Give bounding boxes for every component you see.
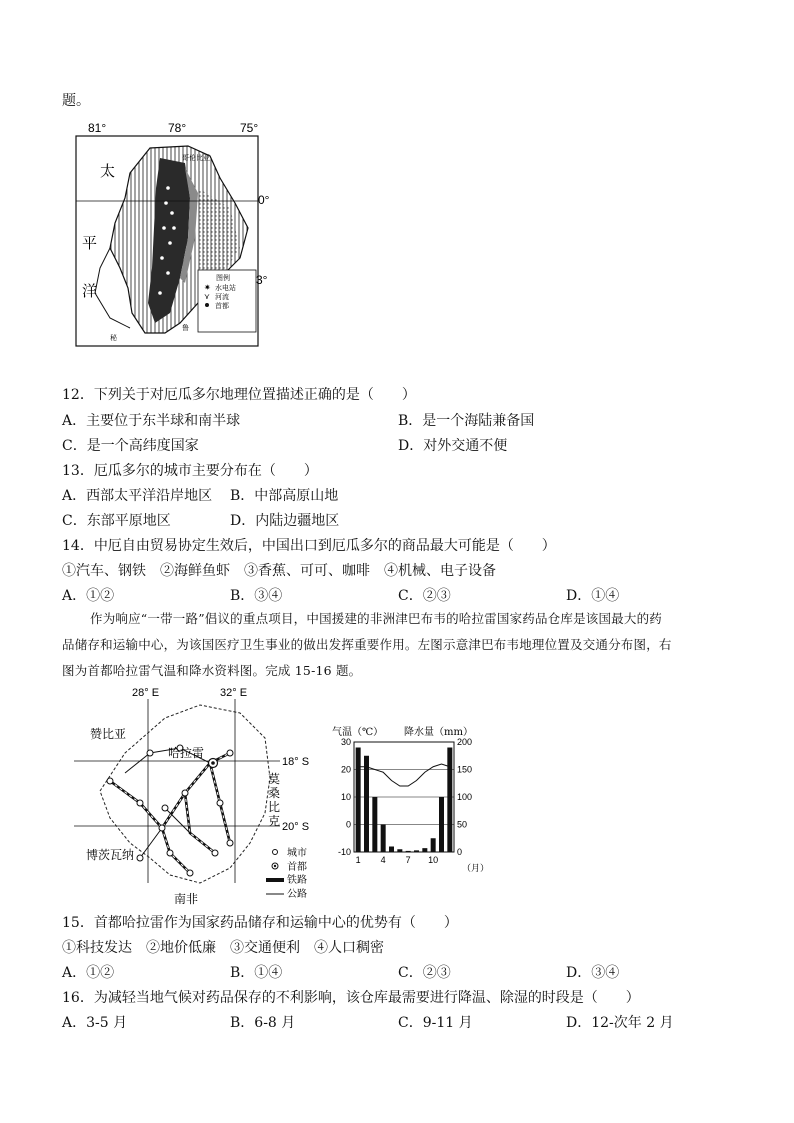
q15-option-a[interactable]: A．①②: [62, 965, 115, 981]
temp-tick-label: 0: [345, 819, 351, 830]
passage-line-3: 图为首都哈拉雷气温和降水资料图。完成 15-16 题。: [62, 663, 362, 678]
q12-option-b[interactable]: B．是一个海陆兼备国: [398, 413, 535, 429]
ocean-char-1: 太: [100, 162, 116, 180]
q16-option-b[interactable]: B．6-8 月: [230, 1015, 296, 1031]
legend-city-2: 城市: [287, 848, 307, 859]
climate-chart: [330, 724, 490, 874]
legend-hydro: 水电站: [215, 284, 236, 292]
fragment-text: 题。: [62, 93, 90, 109]
q14-option-d[interactable]: D．①④: [566, 588, 620, 604]
precip-bar: [381, 825, 386, 853]
legend-capital: 首都: [215, 302, 229, 310]
lat-label-18s: 18° S: [282, 756, 310, 768]
label-botswana: 博茨瓦纳: [86, 848, 135, 862]
q15-items: ①科技发达 ②地价低廉 ③交通便利 ④人口稠密: [62, 940, 384, 956]
q15-option-d[interactable]: D．③④: [566, 965, 620, 981]
q14-option-c[interactable]: C．②③: [398, 588, 451, 604]
q13-stem: 13．厄瓜多尔的城市主要分布在（ ）: [62, 463, 318, 479]
q15-option-b[interactable]: B．①④: [230, 965, 283, 981]
lon-label-32e: 32° E: [220, 687, 248, 699]
q12-option-c[interactable]: C．是一个高纬度国家: [62, 438, 199, 454]
q14-option-a[interactable]: A．①②: [62, 588, 115, 604]
label-harare: 哈拉雷: [168, 746, 205, 760]
q16-option-d[interactable]: D．12-次年 2 月: [566, 1015, 674, 1031]
month-tick-label: 4: [380, 855, 386, 865]
passage-line-1: 作为响应“一带一路”倡议的重点项目，中国援建的非洲津巴布韦的哈拉雷国家药品仓库是该国最大的药: [90, 611, 662, 626]
label-mozambique-1: 莫: [268, 772, 281, 786]
q15-stem: 15．首都哈拉雷作为国家药品储存和运输中心的优势有（ ）: [62, 915, 458, 931]
q13-option-c[interactable]: C．东部平原地区: [62, 513, 171, 529]
temp-tick-label: 30: [340, 737, 351, 747]
ecuador-map: [70, 118, 270, 373]
q13-option-b[interactable]: B．中部高原山地: [230, 488, 339, 504]
lon-label-81: 81°: [88, 121, 107, 135]
precip-tick-label: 200: [457, 737, 473, 747]
q16-stem: 16．为减轻当地气候对药品保存的不利影响，该仓库最需要进行降温、除湿的时段是（ ）: [62, 990, 640, 1006]
q13-option-d[interactable]: D．内陆边疆地区: [230, 513, 340, 529]
q16-option-c[interactable]: C．9-11 月: [398, 1015, 473, 1031]
label-mozambique-2: 桑: [268, 786, 281, 800]
q14-stem: 14．中厄自由贸易协定生效后，中国出口到厄瓜多尔的商品最大可能是（ ）: [62, 538, 556, 554]
svg-text:⋎: ⋎: [204, 292, 210, 301]
legend-highway: 公路: [287, 889, 307, 900]
temp-tick-label: 20: [340, 764, 351, 775]
legend-river: 河流: [215, 293, 229, 301]
precip-tick-label: 150: [457, 764, 473, 775]
neighbor-peru-2: 鲁: [182, 324, 189, 332]
neighbor-colombia: 哥伦比亚: [182, 154, 210, 162]
month-tick-label: 10: [428, 855, 439, 865]
ocean-char-2: 平: [82, 234, 98, 252]
precip-bar: [372, 797, 377, 852]
temp-axis-title: 气温（℃）: [332, 727, 384, 738]
q14-items: ①汽车、钢铁 ②海鲜鱼虾 ③香蕉、可可、咖啡 ④机械、电子设备: [62, 563, 496, 579]
legend-capital-2: 首都: [287, 862, 307, 873]
precip-bar: [397, 849, 402, 852]
temp-tick-label: 10: [340, 792, 351, 802]
lon-label-28e: 28° E: [132, 687, 160, 699]
precip-bar: [406, 851, 411, 852]
precip-tick-label: 0: [457, 847, 463, 857]
label-south-africa: 南非: [174, 892, 199, 905]
label-mozambique-3: 比: [268, 800, 281, 814]
precip-bar: [447, 748, 452, 853]
q12-option-a[interactable]: A．主要位于东半球和南半球: [62, 413, 241, 429]
q12-stem: 12．下列关于对厄瓜多尔地理位置描述正确的是（ ）: [62, 387, 416, 403]
precip-axis-title: 降水量（mm）: [404, 727, 473, 738]
q12-option-d[interactable]: D．对外交通不便: [398, 438, 508, 454]
legend-title: 图例: [216, 274, 230, 282]
precip-bar: [439, 797, 444, 852]
precip-bar: [431, 838, 436, 852]
svg-text:✷: ✷: [204, 283, 211, 292]
q13-option-a[interactable]: A．西部太平洋沿岸地区: [62, 488, 213, 504]
month-tick-label: 7: [405, 855, 411, 865]
precip-bar: [422, 848, 427, 852]
label-zambia: 赞比亚: [90, 727, 127, 741]
neighbor-peru-1: 秘: [110, 334, 117, 342]
lon-label-78: 78°: [168, 121, 187, 135]
lat-label-0: 0°: [258, 193, 270, 207]
month-tick-label: 1: [355, 855, 361, 865]
legend-railway: 铁路: [287, 875, 307, 886]
precip-bar: [356, 748, 361, 853]
month-unit: （月）: [462, 864, 490, 874]
q14-option-b[interactable]: B．③④: [230, 588, 283, 604]
precip-tick-label: 50: [457, 819, 468, 830]
precip-bar: [414, 850, 419, 852]
q15-option-c[interactable]: C．②③: [398, 965, 451, 981]
lat-label-3: 3°: [256, 273, 268, 287]
q16-option-a[interactable]: A．3-5 月: [62, 1015, 128, 1031]
precip-bar: [389, 847, 394, 853]
zimbabwe-map: [70, 683, 320, 905]
lon-label-75: 75°: [240, 121, 259, 135]
precip-bar: [364, 756, 369, 852]
label-mozambique-4: 克: [268, 814, 281, 828]
precip-tick-label: 100: [457, 792, 473, 802]
ocean-char-3: 洋: [82, 282, 98, 300]
lat-label-20s: 20° S: [282, 821, 310, 833]
temp-tick-label: -10: [337, 847, 351, 857]
passage-line-2: 品储存和运输中心，为该国医疗卫生事业的做出发挥重要作用。左图示意津巴布韦地理位置及交通分布图，右: [62, 637, 672, 652]
